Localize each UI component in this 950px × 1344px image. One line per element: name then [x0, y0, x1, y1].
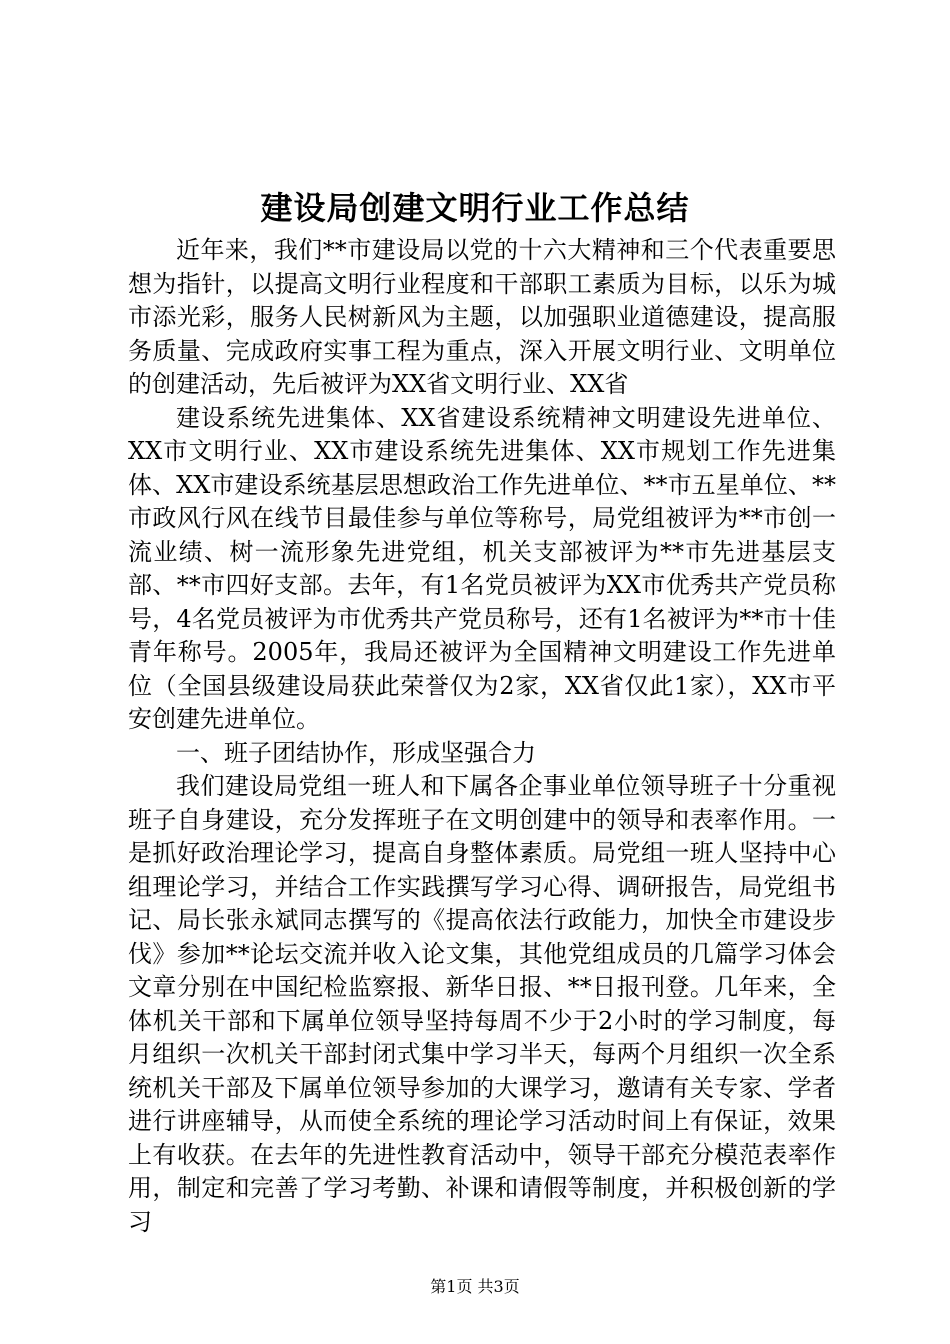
- document-title: 建设局创建文明行业工作总结: [260, 189, 690, 227]
- paragraph-honors: 建设系统先进集体、XX省建设系统精神文明建设先进单位、XX市文明行业、XX市建设系统先进集体、XX市规划工作先进集体、XX市建设系统基层思想政治工作先进单位、**市五星单位、**市政风行风在线节目最佳参与单位等称号，局党组被评为**市创一流业绩、树一流形象先进党组，机关支部被评为**市先进基层支部、**市四好支部。去年，有1名党员被评为XX市优秀共产党员称号，4名党员被评为市优秀共产党员称号，还有1名被评为**市十佳青年称号。2005年，我局还被评为全国精神文明建设工作先进单位（全国县级建设局获此荣誉仅为2家，XX省仅此1家），XX市平安创建先进单位。: [128, 403, 836, 733]
- section-heading-1: 一、班子团结协作，形成坚强合力: [176, 738, 536, 767]
- document-body: [128, 234, 836, 1239]
- paragraph-section-1: 我们建设局党组一班人和下属各企事业单位领导班子十分重视班子自身建设，充分发挥班子在文明创建中的领导和表率作用。一是抓好政治理论学习，提高自身整体素质。局党组一班人坚持中心组理论学习，并结合工作实践撰写学习心得、调研报告，局党组书记、局长张永斌同志撰写的《提高依法行政能力，加快全市建设步伐》参加**论坛交流并收入论文集，其他党组成员的几篇学习体会文章分别在中国纪检监察报、新华日报、**日报刊登。几年来，全体机关干部和下属单位领导坚持每周不少于2小时的学习制度，每月组织一次机关干部封闭式集中学习半天，每两个月组织一次全系统机关干部及下属单位领导参加的大课学习，邀请有关专家、学者进行讲座辅导，从而使全系统的理论学习活动时间上有保证，效果上有收获。在去年的先进性教育活动中，领导干部充分模范表率作用，制定和完善了学习考勤、补课和请假等制度，并积极创新的学习: [128, 772, 836, 1236]
- paragraph-intro: 近年来，我们**市建设局以党的十六大精神和三个代表重要思想为指针，以提高文明行业程度和干部职工素质为目标，以乐为城市添光彩，服务人民树新风为主题，以加强职业道德建设，提高服务质量、完成政府实事工程为重点，深入开展文明行业、文明单位的创建活动，先后被评为XX省文明行业、XX省: [128, 236, 836, 398]
- page-footer: 第1页 共3页: [430, 1277, 520, 1296]
